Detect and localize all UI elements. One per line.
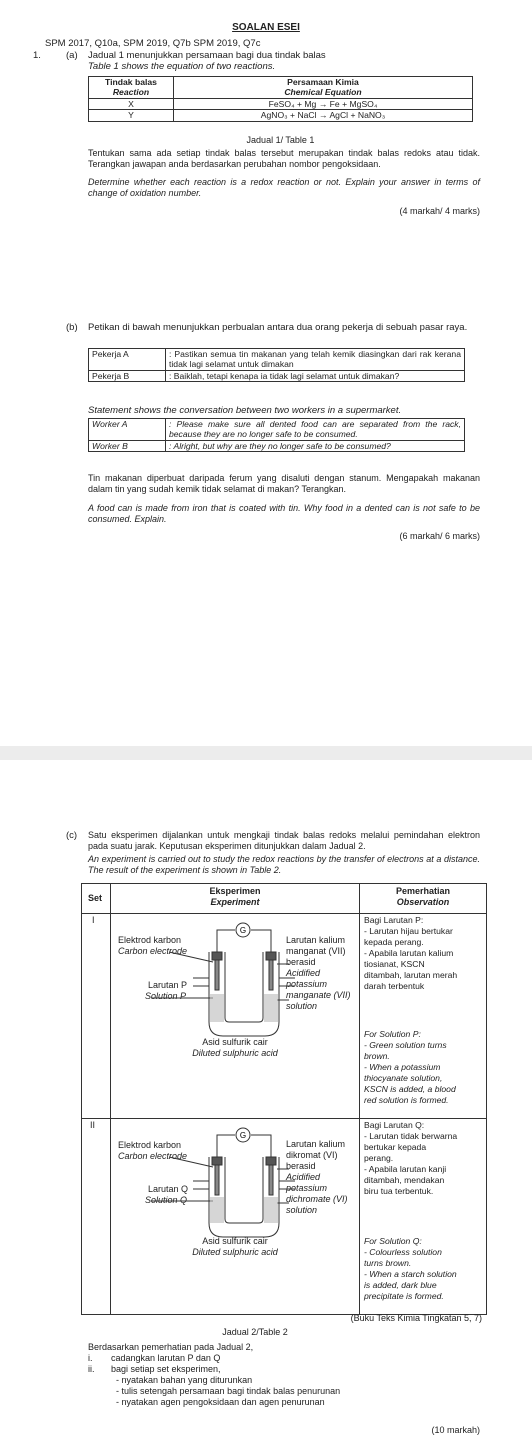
set2-electrode-en: Carbon electrode (118, 1151, 188, 1161)
part-c-i-number: i. (88, 1353, 93, 1363)
table-row (89, 349, 465, 371)
set2-observation-ms-line: ditambah, mendakan (364, 1175, 445, 1185)
set2-solution-ms: Larutan Q (148, 1184, 189, 1194)
set1-electrode-en: Carbon electrode (118, 946, 188, 956)
table1-header-equation-ms: Persamaan Kimia (287, 77, 359, 87)
source-line: SPM 2017, Q10a, SPM 2019, Q7b SPM 2019, Q7c (45, 38, 261, 49)
set1-reagent-ms-line: Larutan kalium (286, 935, 346, 945)
set1-solution-en: Solution P (145, 991, 187, 1001)
part-a-task-en: Determine whether each reaction is a redox reaction or not. Explain your answer in terms of change of oxidation number. (88, 177, 480, 198)
part-a-intro-ms: Jadual 1 menunjukkan persamaan bagi dua tindak balas (88, 50, 326, 61)
set1-observation-en (364, 1029, 456, 1106)
set2-observation-ms-line: biru tua terbentuk. (364, 1186, 434, 1196)
set1-observation-ms-line: Bagi Larutan P: (364, 915, 424, 925)
table2-source: (Buku Teks Kimia Tingkatan 5, 7) (350, 1313, 482, 1323)
set2-reagent-en-line: potassium (286, 1183, 328, 1193)
table1-header-reaction-ms: Tindak balas (105, 77, 157, 87)
set1-reagent-en-line: solution (286, 1001, 318, 1011)
part-c-task-intro: Berdasarkan pemerhatian pada Jadual 2, (88, 1342, 254, 1352)
part-b-label: (b) (66, 322, 78, 333)
set2-observation-ms-line: Bagi Larutan Q: (364, 1120, 425, 1130)
part-b-intro-en: Statement shows the conversation between two workers in a supermarket. (88, 405, 402, 416)
set2-observation-ms (364, 1120, 457, 1197)
part-b-intro-ms: Petikan di bawah menunjukkan perbualan antara dua orang pekerja di sebuah pasar raya. (88, 322, 468, 333)
set1-observation-ms-line: kepada perang. (364, 937, 424, 947)
table1-header-reaction-en: Reaction (112, 87, 150, 98)
set1-observation-en-line: - When a potassium (364, 1062, 441, 1072)
set2-observation-en-line: For Solution Q: (364, 1236, 422, 1246)
table-row (89, 370, 465, 381)
set1-solution-ms: Larutan P (148, 980, 188, 990)
question-number: 1. (33, 50, 41, 61)
set1-observation-ms-line: ditambah, larutan merah (364, 970, 458, 980)
table-row (89, 440, 465, 451)
part-a-intro-en: Table 1 shows the equation of two reactions. (88, 61, 276, 72)
worker-b-name-ms: Pekerja B (89, 370, 166, 381)
worker-a-name-en: Worker A (89, 419, 166, 441)
set2-observation-en-line: - Colourless solution (364, 1247, 442, 1257)
worker-b-text-en: : Alright, but why are they no longer safe to be consumed? (166, 440, 465, 451)
part-c-marks: (10 markah) (431, 1425, 480, 1435)
table1-header-equation-en: Chemical Equation (284, 87, 362, 98)
set2-acid-ms: Asid sulfurik cair (202, 1236, 268, 1246)
worker-b-text-ms: : Baiklah, tetapi kenapa ia tidak lagi selamat untuk dimakan? (166, 370, 465, 381)
worker-a-name-ms: Pekerja A (89, 349, 166, 371)
set-2-label: II (90, 1120, 96, 1130)
set2-electrode-ms: Elektrod karbon (118, 1140, 182, 1150)
reaction-x-equation: FeSO₄ + Mg → Fe + MgSO₄ (174, 98, 473, 109)
set2-observation-ms-line: - Apabila larutan kanji (364, 1164, 447, 1174)
page-heading: SOALAN ESEI (232, 22, 300, 33)
set2-reagent-ms-line: dikromat (VI) (286, 1150, 338, 1160)
table-row (89, 110, 473, 121)
set1-apparatus-diagram (111, 914, 359, 1042)
set1-electrode-ms: Elektrod karbon (118, 935, 182, 945)
set1-observation-ms-line: - Apabila larutan kalium (364, 948, 454, 958)
part-a-task-ms: Tentukan sama ada setiap tindak balas tersebut merupakan tindak balas redoks atau tidak. Terangkan jawapan anda berdasarkan perubahan nombor pengoksidaan. (88, 148, 480, 169)
set2-apparatus-diagram (111, 1119, 359, 1241)
part-a-marks: (4 markah/ 4 marks) (399, 206, 480, 216)
set2-reagent-en-line: solution (286, 1205, 318, 1215)
set1-observation-en-line: - Green solution turns (364, 1040, 447, 1050)
part-c-ii-text: bagi setiap set eksperimen, (111, 1364, 221, 1374)
reaction-y-label: Y (89, 110, 174, 121)
conversation-table-en (88, 418, 465, 452)
part-c-ii-bullets (116, 1375, 340, 1408)
table2-header-observation-ms: Pemerhatian (395, 886, 451, 896)
set2-observation-en-line: turns brown. (364, 1258, 412, 1268)
reaction-x-label: X (89, 98, 174, 109)
set1-observation-ms (364, 915, 457, 992)
set1-observation-en-line: thiocyanate solution, (364, 1073, 443, 1083)
set2-acid-en: Diluted sulphuric acid (192, 1247, 278, 1257)
conversation-table-ms (88, 348, 465, 382)
set1-acid-ms: Asid sulfurik cair (202, 1037, 268, 1047)
page-separator (0, 746, 532, 760)
list-item: - nyatakan agen pengoksidaan dan agen penurunan (116, 1397, 325, 1407)
worker-a-text-en: : Please make sure all dented food can are separated from the rack, because they are no longer safe to be consumed. (166, 419, 465, 441)
list-item: - nyatakan bahan yang diturunkan (116, 1375, 253, 1385)
worker-a-text-ms: : Pastikan semua tin makanan yang telah kemik diasingkan dari rak kerana tidak lagi selamat untuk dimakan (166, 349, 465, 371)
set1-acid-en: Diluted sulphuric acid (192, 1048, 278, 1058)
set1-reagent-ms-line: berasid (286, 957, 316, 967)
set-1-label: I (92, 915, 95, 925)
set2-observation-en (364, 1236, 457, 1302)
reaction-y-equation: AgNO₃ + NaCl → AgCl + NaNO₃ (174, 110, 473, 121)
set1-reagent-en-line: manganate (VII) (286, 990, 351, 1000)
set1-observation-ms-line: tiosianat, KSCN (364, 959, 425, 969)
table2-header-observation-en: Observation (396, 897, 450, 907)
part-c-intro-en: An experiment is carried out to study the redox reactions by the transfer of electrons at a distance. The result of the experiment is shown in Table 2. (88, 854, 480, 875)
set2-reagent-en-line: dichromate (VI) (286, 1194, 348, 1204)
table2-caption: Jadual 2/Table 2 (222, 1327, 288, 1337)
set1-observation-en-line: brown. (364, 1051, 390, 1061)
table1-caption: Jadual 1/ Table 1 (246, 135, 315, 145)
set2-observation-ms-line: perang. (364, 1153, 394, 1163)
worker-b-name-en: Worker B (89, 440, 166, 451)
set1-observation-ms-line: - Larutan hijau bertukar (364, 926, 453, 936)
set1-observation-en-line: KSCN is added, a blood (364, 1084, 456, 1094)
set2-galvanometer-label: G (239, 1131, 247, 1140)
table2-header-experiment-en: Experiment (210, 897, 260, 907)
set2-observation-en-line: - When a starch solution (364, 1269, 457, 1279)
part-a-label: (a) (66, 50, 78, 61)
set2-observation-ms-line: bertukar kepada (364, 1142, 427, 1152)
part-c-ii-number: ii. (88, 1364, 95, 1374)
set2-observation-ms-line: - Larutan tidak berwarna (364, 1131, 458, 1141)
set1-observation-ms-line: darah terbentuk (364, 981, 425, 991)
set1-observation-en-line: red solution is formed. (364, 1095, 449, 1105)
table-1 (88, 76, 473, 122)
part-c-intro-ms: Satu eksperimen dijalankan untuk mengkaji tindak balas redoks melalui pemindahan elektron pada suatu jarak. Keputusan eksperimen ditunjukkan dalam Jadual 2. (88, 830, 480, 851)
table2-header-set: Set (88, 893, 103, 903)
table-row (89, 419, 465, 441)
list-item: - tulis setengah persamaan bagi tindak balas penurunan (116, 1386, 341, 1396)
table-2 (81, 883, 487, 1315)
set2-solution-en: Solution Q (145, 1195, 188, 1205)
set1-observation-en-line: For Solution P: (364, 1029, 421, 1039)
part-c-label: (c) (66, 830, 78, 841)
set2-reagent-en-line: Acidified (286, 1172, 321, 1182)
table-row (89, 98, 473, 109)
part-b-task-ms: Tin makanan diperbuat daripada ferum yang disaluti dengan stanum. Mengapakah makanan dalam tin yang sudah kemik tidak selamat di makan? Terangkan. (88, 473, 480, 494)
set1-reagent-ms-line: manganat (VII) (286, 946, 346, 956)
table2-header-experiment-ms: Eksperimen (209, 886, 261, 896)
part-b-marks: (6 markah/ 6 marks) (399, 531, 480, 541)
set1-reagent-en-line: Acidified (286, 968, 321, 978)
set2-observation-en-line: is added, dark blue (364, 1280, 437, 1290)
set2-reagent-ms-line: berasid (286, 1161, 316, 1171)
set2-reagent-ms-line: Larutan kalium (286, 1139, 346, 1149)
set1-reagent-en-line: potassium (286, 979, 328, 989)
set1-galvanometer-label: G (239, 926, 247, 935)
set2-observation-en-line: precipitate is formed. (364, 1291, 444, 1301)
part-c-i-text: cadangkan larutan P dan Q (111, 1353, 221, 1363)
part-b-task-en: A food can is made from iron that is coated with tin. Why food in a dented can is not safe to be consumed. Explain. (88, 503, 480, 524)
